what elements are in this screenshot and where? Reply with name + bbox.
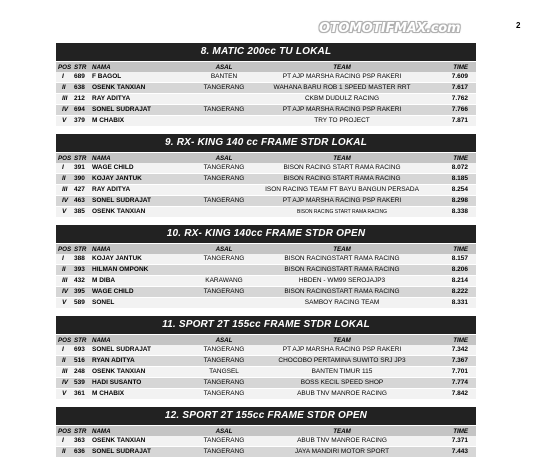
column-header-time: TIME: [453, 155, 468, 162]
cell-team: ABUB TNV MANROE RACING: [297, 390, 387, 397]
cell-str: 379: [74, 117, 85, 124]
cell-nama: RAY ADITYA: [92, 95, 131, 102]
cell-time: 7.701: [451, 368, 468, 375]
cell-nama: RYAN ADITYA: [92, 357, 135, 364]
table-row: [56, 447, 476, 458]
column-header-str: STR: [74, 246, 87, 253]
cell-str: 432: [74, 277, 85, 284]
column-header-team: TEAM: [333, 155, 351, 162]
cell-pos: IV: [62, 288, 69, 295]
column-header-pos: POS: [58, 155, 72, 162]
cell-asal: BANTEN: [210, 73, 238, 80]
cell-team: BOSS KECIL SPEED SHOP: [300, 379, 384, 386]
cell-asal: [192, 116, 256, 126]
section-title: 11. SPORT 2T 155cc FRAME STDR LOKAL: [56, 316, 476, 334]
cell-asal: TANGERANG: [203, 390, 245, 397]
cell-team: BISON RACING START RAMA RACING: [283, 175, 401, 182]
cell-nama: HADI SUSANTO: [92, 379, 142, 386]
table-row: [56, 389, 476, 400]
cell-str: 638: [74, 84, 85, 91]
table-row: [56, 94, 476, 105]
cell-nama: F BAGOL: [92, 73, 122, 80]
cell-pos: I: [62, 164, 64, 171]
cell-team: BISON RACINGSTART RAMA RACING: [284, 288, 400, 295]
table-header: [56, 334, 476, 345]
cell-str: 248: [74, 368, 85, 375]
cell-team: TRY TO PROJECT: [314, 117, 370, 124]
cell-team: BISON RACING START RAMA RACING: [283, 164, 401, 171]
table-row: [56, 254, 476, 265]
section-title: 10. RX- KING 140cc FRAME STDR OPEN: [56, 225, 476, 243]
cell-str: 539: [74, 379, 85, 386]
column-header-team: TEAM: [333, 337, 351, 344]
result-section: [56, 225, 476, 309]
cell-pos: V: [62, 299, 67, 306]
cell-nama: OSENK TANXIAN: [92, 84, 146, 91]
cell-pos: III: [62, 186, 68, 193]
cell-str: 689: [74, 73, 85, 80]
cell-str: 694: [74, 106, 85, 113]
race-results: [56, 43, 476, 462]
table-row: [56, 265, 476, 276]
column-header-pos: POS: [58, 337, 72, 344]
column-header-nama: NAMA: [92, 64, 111, 71]
cell-team: CHOCOBO PERTAMINA SUWITO SRJ JP3: [278, 357, 406, 364]
column-header-asal: ASAL: [215, 155, 233, 162]
cell-team: ISON RACING TEAM FT BAYU BANGUN PERSADA: [265, 186, 419, 193]
column-header-time: TIME: [453, 246, 468, 253]
cell-nama: WAGE CHILD: [92, 164, 134, 171]
cell-time: 7.774: [451, 379, 468, 386]
cell-nama: KOJAY JANTUK: [92, 175, 142, 182]
cell-asal: TANGERANG: [203, 164, 245, 171]
column-header-asal: ASAL: [215, 64, 233, 71]
table-header: [56, 152, 476, 163]
section-title: 8. MATIC 200cc TU LOKAL: [56, 43, 476, 61]
cell-time: 8.338: [451, 208, 468, 215]
cell-pos: III: [62, 95, 68, 102]
cell-time: 8.254: [451, 186, 468, 193]
cell-nama: SONEL: [92, 299, 115, 306]
cell-time: 8.298: [451, 197, 468, 204]
column-header-asal: ASAL: [215, 337, 233, 344]
cell-asal: TANGERANG: [203, 197, 245, 204]
cell-nama: OSENK TANXIAN: [92, 368, 146, 375]
cell-str: 212: [74, 95, 85, 102]
cell-str: 636: [74, 448, 85, 455]
cell-asal: TANGERANG: [203, 437, 245, 444]
cell-pos: II: [62, 448, 66, 455]
result-section: [56, 43, 476, 127]
table-header: [56, 425, 476, 436]
cell-team: BANTEN TIMUR 115: [311, 368, 373, 375]
cell-nama: OSENK TANXIAN: [92, 208, 146, 215]
table-row: [56, 116, 476, 127]
cell-nama: WAGE CHILD: [92, 288, 134, 295]
table-header: [56, 243, 476, 254]
cell-time: 8.157: [451, 255, 468, 262]
cell-asal: [192, 265, 256, 275]
column-header-team: TEAM: [333, 64, 351, 71]
cell-str: 391: [74, 164, 85, 171]
cell-asal: TANGERANG: [203, 255, 245, 262]
cell-time: 7.762: [451, 95, 468, 102]
cell-pos: V: [62, 117, 67, 124]
cell-nama: KOJAY JANTUK: [92, 255, 142, 262]
table-row: [56, 378, 476, 389]
table-row: [56, 207, 476, 218]
table-row: [56, 185, 476, 196]
cell-asal: [192, 94, 256, 104]
cell-str: 388: [74, 255, 85, 262]
cell-str: 693: [74, 346, 85, 353]
cell-team: PT AJP MARSHA RACING PSP RAKERI: [282, 346, 402, 353]
cell-time: 7.617: [451, 84, 468, 91]
cell-str: 589: [74, 299, 85, 306]
cell-time: 8.222: [451, 288, 468, 295]
cell-asal: [192, 185, 256, 195]
cell-team: WAHANA BARU ROB 1 SPEED MASTER RRT: [273, 84, 411, 91]
table-row: [56, 163, 476, 174]
column-header-nama: NAMA: [92, 155, 111, 162]
cell-nama: M CHABIX: [92, 117, 125, 124]
cell-str: 361: [74, 390, 85, 397]
table-row: [56, 83, 476, 94]
column-header-str: STR: [74, 155, 87, 162]
cell-asal: KARAWANG: [205, 277, 243, 284]
cell-asal: TANGERANG: [203, 84, 245, 91]
cell-pos: III: [62, 277, 68, 284]
column-header-nama: NAMA: [92, 337, 111, 344]
result-section: [56, 407, 476, 458]
cell-str: 385: [74, 208, 85, 215]
cell-asal: [192, 207, 256, 217]
column-header-time: TIME: [453, 64, 468, 71]
cell-time: 8.206: [451, 266, 468, 273]
otomotifmax-logo: OTOMOTIFMAX.com: [319, 21, 461, 36]
cell-time: 8.185: [451, 175, 468, 182]
cell-pos: II: [62, 84, 66, 91]
column-header-team: TEAM: [333, 246, 351, 253]
cell-team: CKBM DUDULZ RACING: [304, 95, 380, 102]
table-row: [56, 72, 476, 83]
column-header-str: STR: [74, 64, 87, 71]
column-header-pos: POS: [58, 64, 72, 71]
column-header-time: TIME: [453, 337, 468, 344]
cell-time: 7.443: [451, 448, 468, 455]
cell-str: 363: [74, 437, 85, 444]
cell-time: 7.609: [451, 73, 468, 80]
cell-pos: IV: [62, 379, 69, 386]
cell-nama: SONEL SUDRAJAT: [92, 448, 151, 455]
result-section: [56, 316, 476, 400]
cell-nama: M DIBA: [92, 277, 116, 284]
cell-pos: V: [62, 390, 67, 397]
column-header-nama: NAMA: [92, 246, 111, 253]
cell-nama: SONEL SUDRAJAT: [92, 346, 151, 353]
cell-pos: I: [62, 73, 64, 80]
cell-team: PT AJP MARSHA RACING PSP RAKERI: [282, 197, 402, 204]
column-header-asal: ASAL: [215, 246, 233, 253]
result-section: [56, 134, 476, 218]
cell-pos: I: [62, 255, 64, 262]
cell-str: 395: [74, 288, 85, 295]
table-row: [56, 196, 476, 207]
cell-team: PT AJP MARSHA RACING PSP RAKERI: [282, 106, 402, 113]
cell-asal: TANGERANG: [203, 346, 245, 353]
cell-pos: IV: [62, 197, 69, 204]
cell-asal: [192, 298, 256, 308]
cell-team: HBDEN - WM99 SEROJAJP3: [298, 277, 386, 284]
column-header-asal: ASAL: [215, 428, 233, 435]
cell-pos: I: [62, 346, 64, 353]
table-row: [56, 276, 476, 287]
cell-pos: V: [62, 208, 67, 215]
cell-asal: TANGERANG: [203, 106, 245, 113]
cell-pos: II: [62, 266, 66, 273]
cell-nama: RAY ADITYA: [92, 186, 131, 193]
cell-asal: TANGERANG: [203, 357, 245, 364]
column-header-nama: NAMA: [92, 428, 111, 435]
cell-pos: III: [62, 368, 68, 375]
cell-str: 516: [74, 357, 85, 364]
cell-team: BISON RACINGSTART RAMA RACING: [284, 255, 400, 262]
cell-asal: TANGERANG: [203, 288, 245, 295]
table-row: [56, 174, 476, 185]
cell-team: BISON RACING START RAMA RACING: [296, 209, 387, 215]
cell-nama: M CHABIX: [92, 390, 125, 397]
table-row: [56, 298, 476, 309]
table-row: [56, 345, 476, 356]
page-number: 2: [516, 21, 521, 30]
column-header-str: STR: [74, 337, 87, 344]
cell-pos: II: [62, 357, 66, 364]
cell-asal: TANGERANG: [203, 448, 245, 455]
column-header-time: TIME: [453, 428, 468, 435]
cell-team: ABUB TNV MANROE RACING: [297, 437, 387, 444]
cell-asal: TANGERANG: [203, 175, 245, 182]
cell-str: 427: [74, 186, 85, 193]
cell-pos: IV: [62, 106, 69, 113]
cell-time: 7.367: [451, 357, 468, 364]
cell-pos: II: [62, 175, 66, 182]
cell-time: 7.342: [451, 346, 468, 353]
table-row: [56, 436, 476, 447]
cell-time: 8.214: [451, 277, 468, 284]
table-row: [56, 287, 476, 298]
table-row: [56, 105, 476, 116]
cell-time: 7.842: [451, 390, 468, 397]
column-header-pos: POS: [58, 428, 72, 435]
cell-time: 7.871: [451, 117, 468, 124]
cell-str: 390: [74, 175, 85, 182]
column-header-team: TEAM: [333, 428, 351, 435]
cell-team: JAYA MANDIRI MOTOR SPORT: [294, 448, 390, 455]
cell-nama: HILMAN OMPONK: [92, 266, 149, 273]
cell-asal: TANGERANG: [203, 379, 245, 386]
cell-time: 8.331: [451, 299, 468, 306]
cell-team: PT AJP MARSHA RACING PSP RAKERI: [282, 73, 402, 80]
cell-str: 393: [74, 266, 85, 273]
cell-team: SAMBOY RACING TEAM: [304, 299, 380, 306]
column-header-pos: POS: [58, 246, 72, 253]
section-title: 12. SPORT 2T 155cc FRAME STDR OPEN: [56, 407, 476, 425]
cell-time: 7.766: [451, 106, 468, 113]
cell-pos: I: [62, 437, 64, 444]
cell-asal: TANGSEL: [209, 368, 239, 375]
table-row: [56, 367, 476, 378]
table-row: [56, 356, 476, 367]
cell-str: 463: [74, 197, 85, 204]
section-title: 9. RX- KING 140 cc FRAME STDR LOKAL: [56, 134, 476, 152]
cell-time: 8.072: [451, 164, 468, 171]
cell-time: 7.371: [451, 437, 468, 444]
table-header: [56, 61, 476, 72]
column-header-str: STR: [74, 428, 87, 435]
cell-team: BISON RACINGSTART RAMA RACING: [284, 266, 400, 273]
cell-nama: SONEL SUDRAJAT: [92, 197, 151, 204]
cell-nama: SONEL SUDRAJAT: [92, 106, 151, 113]
cell-nama: OSENK TANXIAN: [92, 437, 146, 444]
